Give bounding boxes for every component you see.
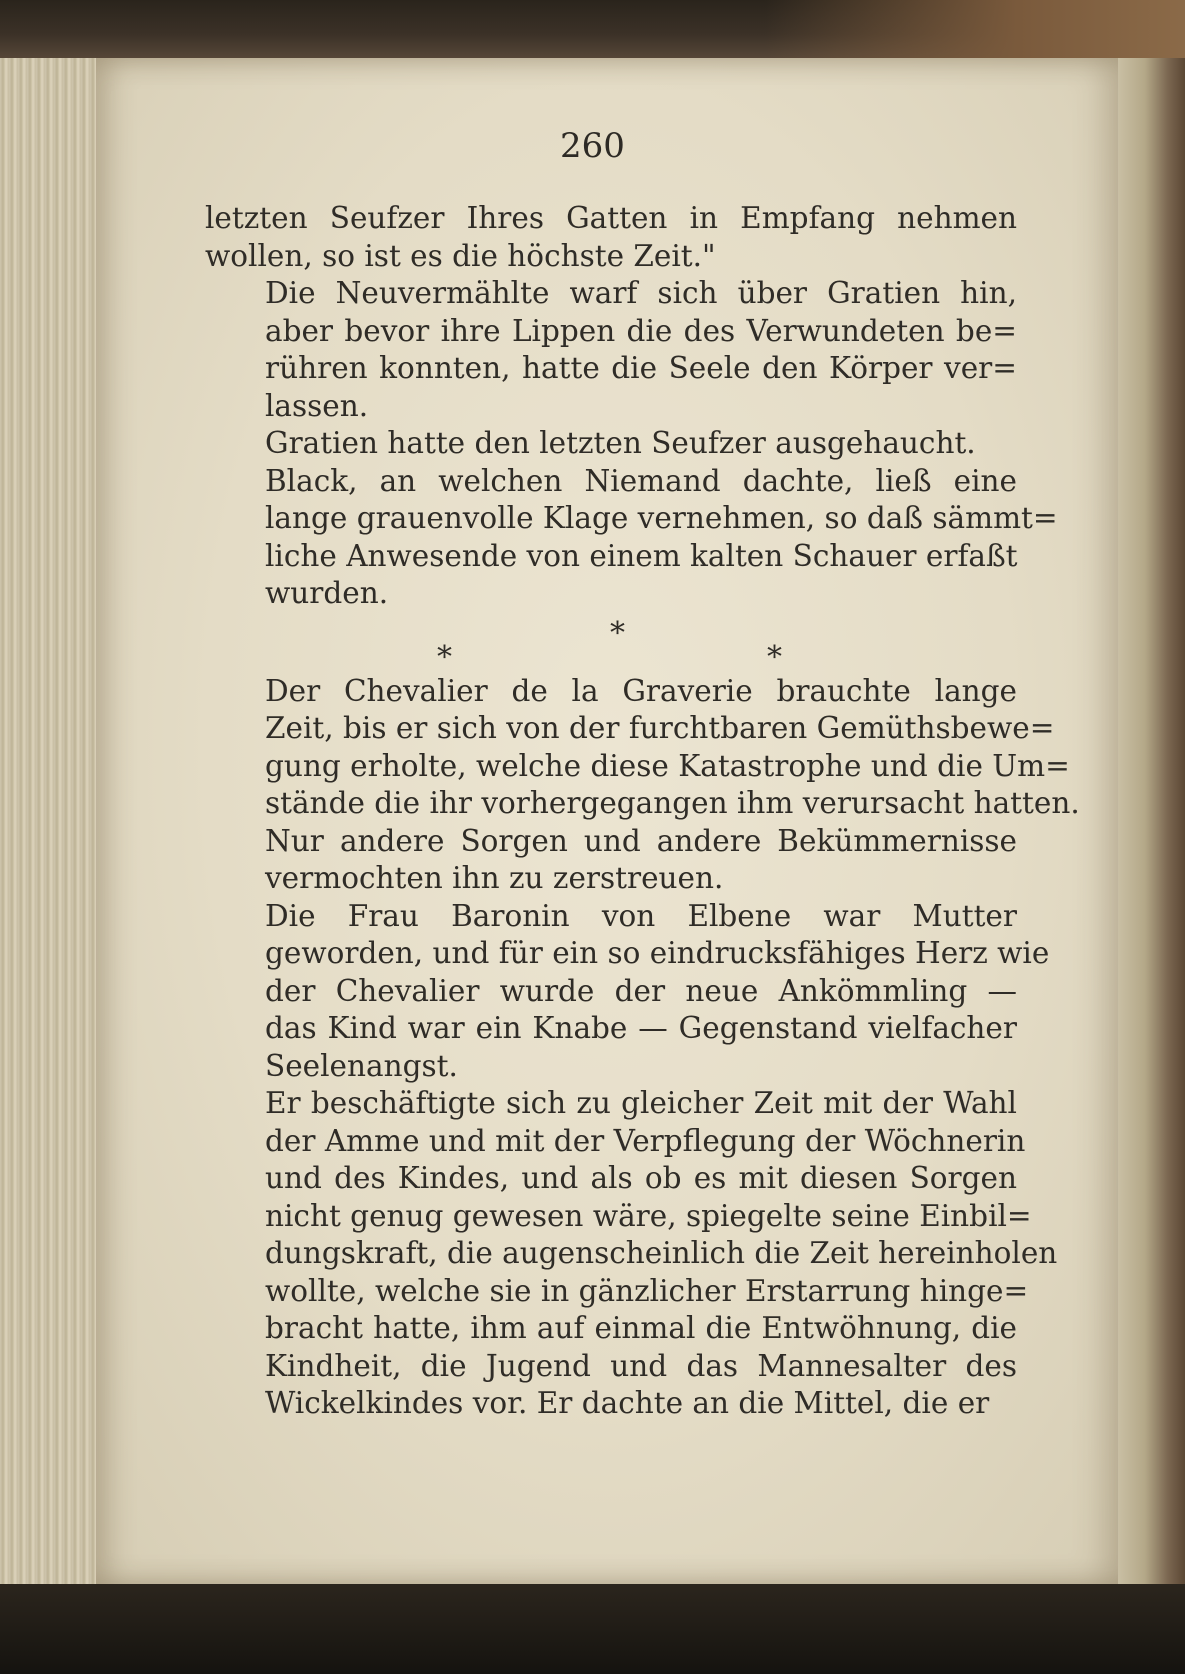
text-line: vermochten ihn zu zerstreuen. — [265, 861, 724, 895]
text-line: stände die ihr vorhergegangen ihm verursacht hatten. — [265, 786, 1080, 820]
text-line: Gratien hatte den letzten Seufzer ausgehaucht. — [265, 426, 976, 460]
text-line: Wickelkindes vor. Er dachte an die Mittel, die er — [265, 1386, 990, 1420]
text-line: Die Neuvermählte warf sich über Gratien hin, — [265, 276, 1017, 310]
text-line: und des Kindes, und als ob es mit diesen Sorgen — [265, 1161, 1017, 1195]
text-line: geworden, und für ein so eindrucksfähiges Herz wie — [265, 936, 1050, 970]
text-part-1 — [205, 200, 1058, 613]
body-text — [205, 200, 1080, 1423]
text-line: nicht genug gewesen wäre, spiegelte seine Einbil= — [265, 1198, 1032, 1233]
text-line: das Kind war ein Knabe — Gegenstand vielfacher — [265, 1011, 1017, 1045]
text-line: wollen, so ist es die höchste Zeit." — [205, 238, 716, 273]
text-line: Der Chevalier de la Graverie brauchte lange — [265, 673, 1017, 708]
text-line: gung erholte, welche diese Katastrophe und die Um= — [265, 748, 1070, 783]
text-line: liche Anwesende von einem kalten Schauer erfaßt — [265, 538, 1018, 573]
text-line: Die Frau Baronin von Elbene war Mutter — [265, 898, 1017, 933]
paragraph — [205, 275, 1017, 425]
paragraph — [205, 898, 1050, 1086]
separator-star-top: * — [610, 615, 625, 651]
text-line: Er beschäftigte sich zu gleicher Zeit mit der Wahl — [265, 1086, 1017, 1120]
text-line: Kindheit, die Jugend und das Mannesalter des — [265, 1348, 1017, 1383]
text-line: letzten Seufzer Ihres Gatten in Empfang nehmen — [205, 201, 1017, 235]
paragraph — [205, 200, 1017, 275]
section-separator — [205, 615, 1017, 675]
text-line: lassen. — [265, 388, 369, 423]
text-line: Seelenangst. — [265, 1048, 458, 1083]
separator-star-left: * — [437, 639, 452, 675]
text-line: bracht hatte, ihm auf einmal die Entwöhnung, die — [265, 1311, 1017, 1345]
paragraph — [205, 425, 1017, 463]
paragraph — [205, 463, 1058, 613]
book-cover-bottom — [0, 1584, 1185, 1674]
separator-star-right: * — [767, 639, 782, 675]
text-line: wollte, welche sie in gänzlicher Erstarrung hinge= — [265, 1273, 1029, 1308]
paragraph — [205, 673, 1080, 823]
text-line: wurden. — [265, 576, 389, 610]
text-line: aber bevor ihre Lippen die des Verwundeten be= — [265, 313, 1017, 348]
text-line: Nur andere Sorgen und andere Bekümmernisse — [265, 823, 1017, 858]
book-cover-top — [0, 0, 1185, 62]
text-line: lange grauenvolle Klage vernehmen, so daß sämmt= — [265, 501, 1058, 535]
paragraph — [205, 1085, 1058, 1423]
text-line: rühren konnten, hatte die Seele den Körper ver= — [265, 351, 1017, 385]
text-line: der Amme und mit der Verpflegung der Wöchnerin — [265, 1123, 1026, 1158]
page-stack-left — [0, 58, 102, 1588]
page-edge-right — [1118, 58, 1185, 1588]
text-line: der Chevalier wurde der neue Ankömmling — — [265, 973, 1017, 1008]
page-number: 260 — [560, 126, 625, 166]
text-line: Zeit, bis er sich von der furchtbaren Gemüthsbewe= — [265, 711, 1055, 745]
text-line: dungskraft, die augenscheinlich die Zeit hereinholen — [265, 1236, 1058, 1270]
text-line: Black, an welchen Niemand dachte, ließ eine — [265, 463, 1017, 498]
paragraph — [205, 823, 1017, 898]
text-part-2 — [205, 673, 1080, 1423]
